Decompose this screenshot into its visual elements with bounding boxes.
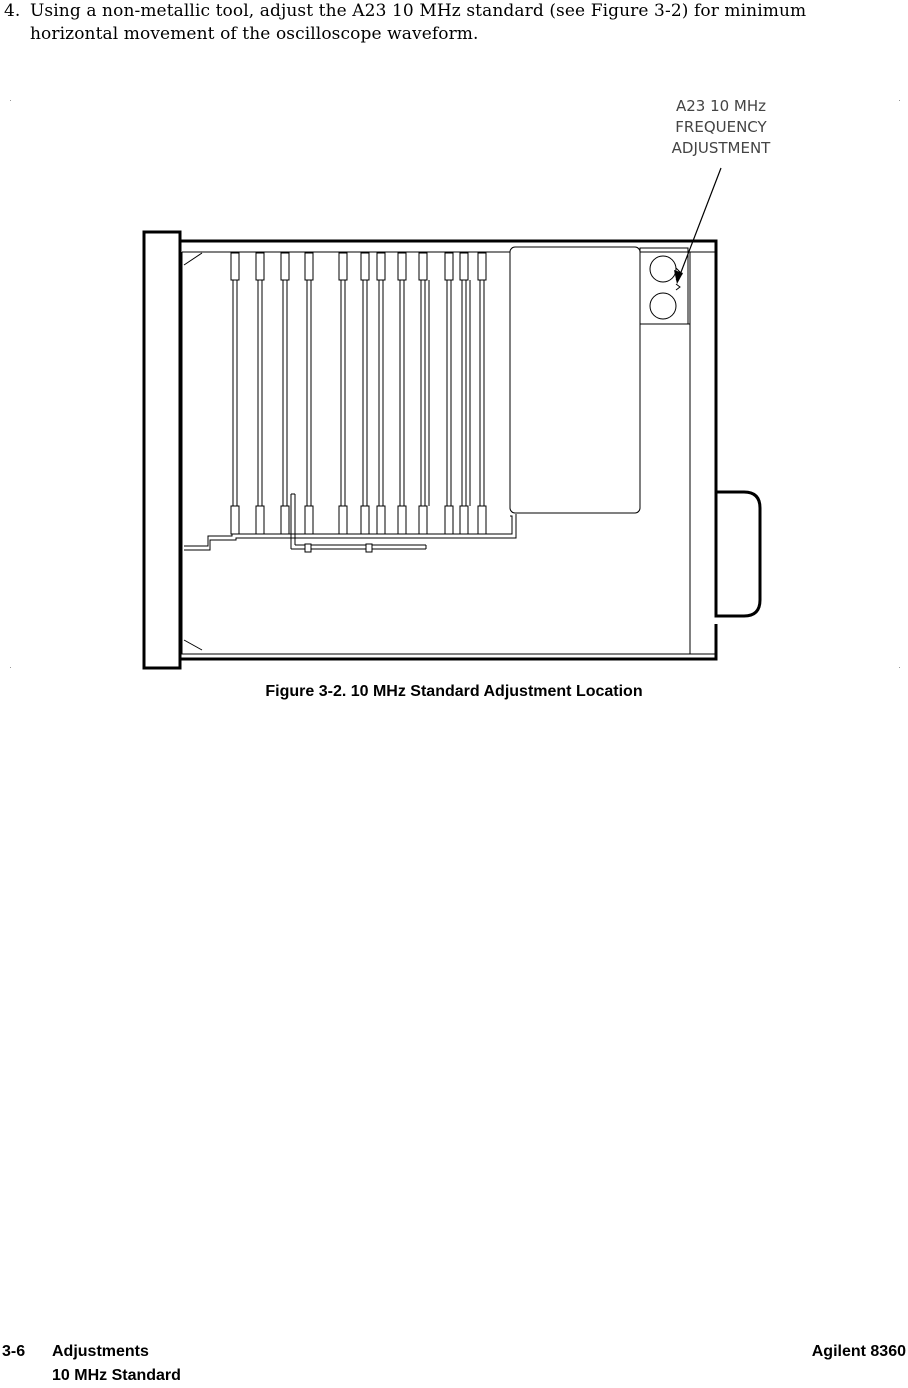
callout-line-1: A23 10 MHz [675, 97, 767, 115]
step-text: Using a non-metallic tool, adjust the A23 10 MHz standard (see Figure 3-2) for minimum horizontal movement of the oscilloscope waveform. [30, 1, 807, 44]
chapter-name: Adjustments [52, 1343, 149, 1360]
figure-caption-text: Figure 3-2. 10 MHz Standard Adjustment Location [265, 683, 643, 700]
figure-instrument-top-view [0, 88, 908, 678]
a23-10mhz-standard [640, 248, 690, 324]
corner-brackets [184, 253, 202, 650]
card-cage [184, 253, 516, 550]
front-panel [144, 232, 180, 668]
board-slot [305, 253, 313, 534]
board-slot [419, 253, 429, 534]
section-name: 10 MHz Standard [52, 1367, 181, 1384]
callout-line-3: ADJUSTMENT [671, 139, 771, 157]
board-slot [398, 253, 406, 534]
board-slot [256, 253, 264, 534]
board-slot [478, 253, 486, 534]
callout-label [672, 97, 772, 157]
figure-caption [0, 683, 908, 701]
product-name: Agilent 8360 [811, 1343, 906, 1360]
page-footer-right [812, 1340, 906, 1364]
callout-line-2: FREQUENCY [675, 118, 767, 136]
board-slot [281, 253, 289, 534]
card-cage-floor [184, 516, 512, 546]
page-number: 3-6 [2, 1343, 26, 1360]
board-slot [231, 253, 239, 534]
step-number: 4. [4, 1, 21, 21]
board-slot [445, 253, 453, 534]
board-slot [460, 253, 470, 534]
board-slot [377, 253, 385, 534]
rear-handle [716, 492, 760, 616]
power-supply-module [510, 247, 640, 513]
board-slot [339, 253, 347, 534]
board-slot [361, 253, 369, 534]
